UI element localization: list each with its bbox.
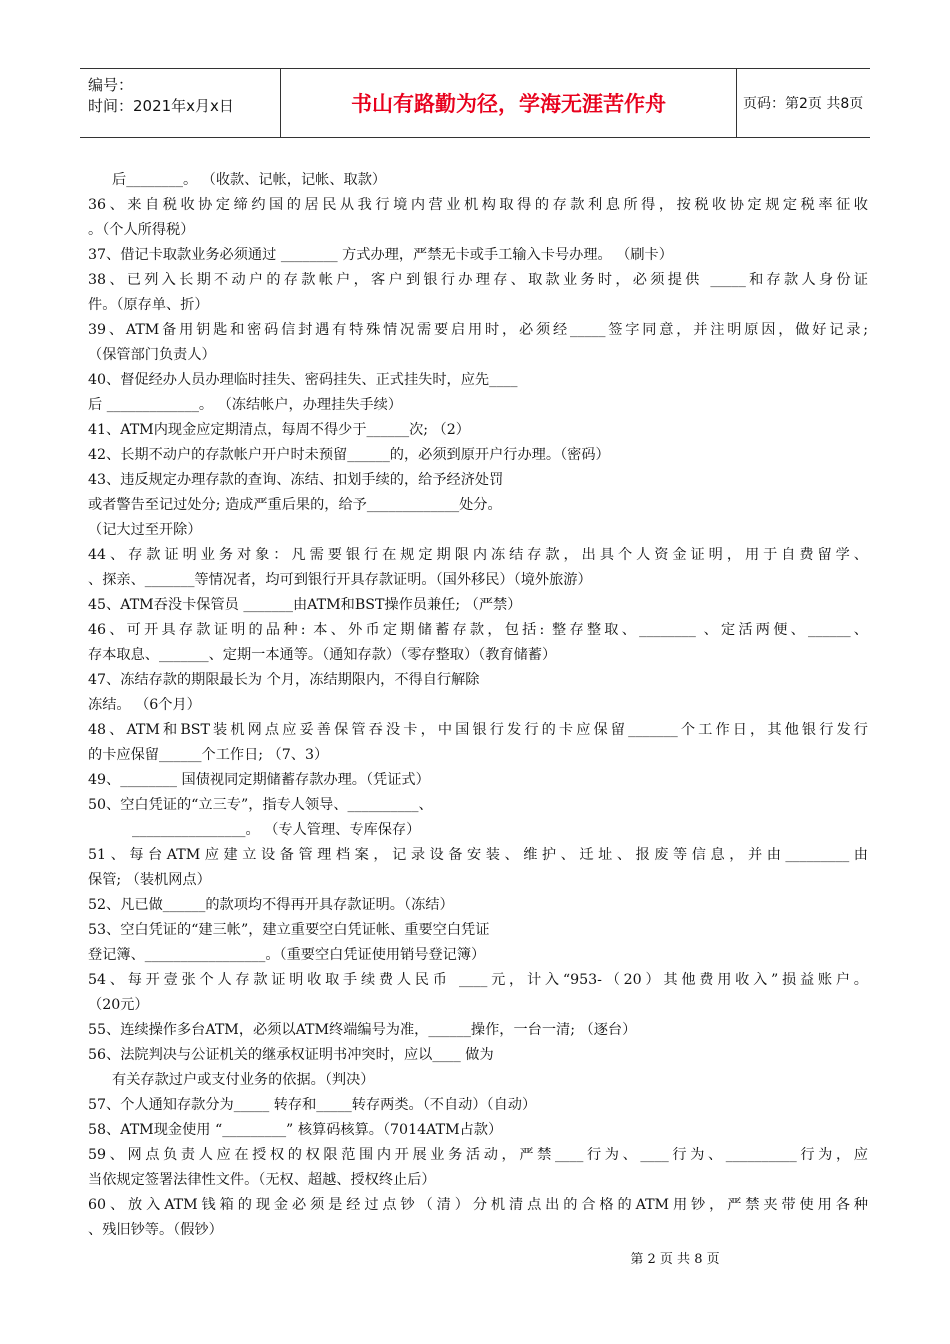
page-footer: 第 2 页 共 8 页: [630, 1252, 720, 1267]
text-line: 53、空白凭证的“建三帐”，建立重要空白凭证帐、重要空白凭证: [88, 922, 490, 938]
text-line: 后 _____________。 （冻结帐户，办理挂失手续）: [88, 397, 403, 413]
text-line: （记大过至开除）: [88, 522, 202, 538]
text-line: 58、ATM现金使用 “_________” 核算码核算。（7014ATM占款）: [88, 1122, 503, 1138]
text-line: 42、长期不动户的存款帐户开户时未预留______的，必须到原开户行办理。（密码）: [88, 447, 610, 463]
text-line: 。（个人所得税）: [88, 222, 195, 238]
text-line: 51、每台ATM应建立设备管理档案，记录设备安装、维护、迁址、报废等信息，并由_________由: [88, 847, 868, 863]
document-body: [88, 168, 868, 1243]
text-line: 54、每开壹张个人存款证明收取手续费人民币 ____元，计入“953-（20）其他费用收入”损益账户。: [88, 972, 868, 988]
text-line: （保管部门负责人）: [88, 347, 216, 363]
text-line: 有关存款过户或支付业务的依据。（判决）: [112, 1072, 375, 1088]
text-line: 49、________ 国债视同定期储蓄存款办理。（凭证式）: [88, 772, 430, 788]
text-line: 、残旧钞等。（假钞）: [88, 1222, 223, 1238]
text-line: （20元）: [88, 997, 149, 1013]
text-line: 的卡应保留______个工作日; （7、3）: [88, 747, 329, 763]
text-line: 36、来自税收协定缔约国的居民从我行境内营业机构取得的存款利息所得，按税收协定规定税率征收: [88, 197, 868, 213]
text-line: 46、可开具存款证明的品种: 本、外币定期储蓄存款，包括: 整存整取、________ 、定活两便、______、: [88, 622, 868, 638]
header-motto: 书山有路勤为径，学海无涯苦作舟: [280, 69, 737, 137]
text-line: 40、督促经办人员办理临时挂失、密码挂失、正式挂失时，应先____: [88, 372, 518, 388]
text-line: 59、网点负责人应在授权的权限范围内开展业务活动，严禁____行为、____行为、__________行为，应: [88, 1147, 868, 1163]
text-line: 、探亲、_______等情况者，均可到银行开具存款证明。（国外移民）（境外旅游）: [88, 572, 592, 588]
text-line: 冻结。 （6个月）: [88, 697, 201, 713]
text-line: 45、ATM吞没卡保管员 _______由ATM和BST操作员兼任; （严禁）: [88, 597, 522, 613]
text-line: ________________。 （专人管理、专库保存）: [132, 822, 421, 838]
header-page-number: 页码：第2页 共8页: [743, 96, 864, 112]
text-line: 后________。 （收款、记帐，记帐、取款）: [112, 172, 387, 188]
text-line: 38、已列入长期不动户的存款帐户，客户到银行办理存、取款业务时，必须提供 _____和存款人身份证: [88, 272, 868, 288]
page-header: [80, 68, 870, 138]
text-line: 50、空白凭证的“立三专”，指专人领导、__________、: [88, 797, 433, 813]
text-line: 44、存款证明业务对象：凡需要银行在规定期限内冻结存款，出具个人资金证明，用于自费留学、: [88, 547, 868, 563]
text-line: 存本取息、_______、定期一本通等。（通知存款）（零存整取）（教育储蓄）: [88, 647, 557, 663]
text-line: 登记簿、_________________。（重要空白凭证使用销号登记簿）: [88, 947, 486, 963]
text-line: 37、借记卡取款业务必须通过 ________ 方式办理，严禁无卡或手工输入卡号办理。 （刷卡）: [88, 247, 673, 263]
text-line: 48、ATM和BST装机网点应妥善保管吞没卡，中国银行发行的卡应保留_______个工作日，其他银行发行: [88, 722, 868, 738]
text-line: 保管; （装机网点）: [88, 872, 211, 888]
text-line: 47、冻结存款的期限最长为 个月，冻结期限内，不得自行解除: [88, 672, 480, 688]
text-line: 52、凡已做______的款项均不得再开具存款证明。（冻结）: [88, 897, 454, 913]
text-line: 39、ATM备用钥匙和密码信封遇有特殊情况需要启用时，必须经_____签字同意，并注明原因，做好记录;: [88, 322, 868, 338]
header-meta: [80, 69, 280, 137]
text-line: 57、个人通知存款分为_____ 转存和_____转存两类。（不自动）（自动）: [88, 1097, 537, 1113]
doc-code-label: 编号：: [88, 76, 134, 94]
text-line: 55、连续操作多台ATM，必须以ATM终端编号为准，______操作，一台一清; （逐台）: [88, 1022, 637, 1038]
text-line: 56、法院判决与公证机关的继承权证明书冲突时，应以____ 做为: [88, 1047, 494, 1063]
text-line: 41、ATM内现金应定期清点，每周不得少于______次; （2）: [88, 422, 470, 438]
text-line: 60、放入ATM钱箱的现金必须是经过点钞（清）分机清点出的合格的ATM用钞，严禁夹带使用各种: [88, 1197, 868, 1213]
text-line: 件。（原存单、折）: [88, 297, 209, 313]
text-line: 或者警告至记过处分; 造成严重后果的，给予_____________处分。: [88, 497, 502, 513]
text-line: 当依规定签署法律性文件。（无权、超越、授权终止后）: [88, 1172, 436, 1188]
text-line: 43、违反规定办理存款的查询、冻结、扣划手续的，给予经济处罚: [88, 472, 504, 488]
doc-time-label: 时间：2021年x月x日: [88, 97, 234, 115]
